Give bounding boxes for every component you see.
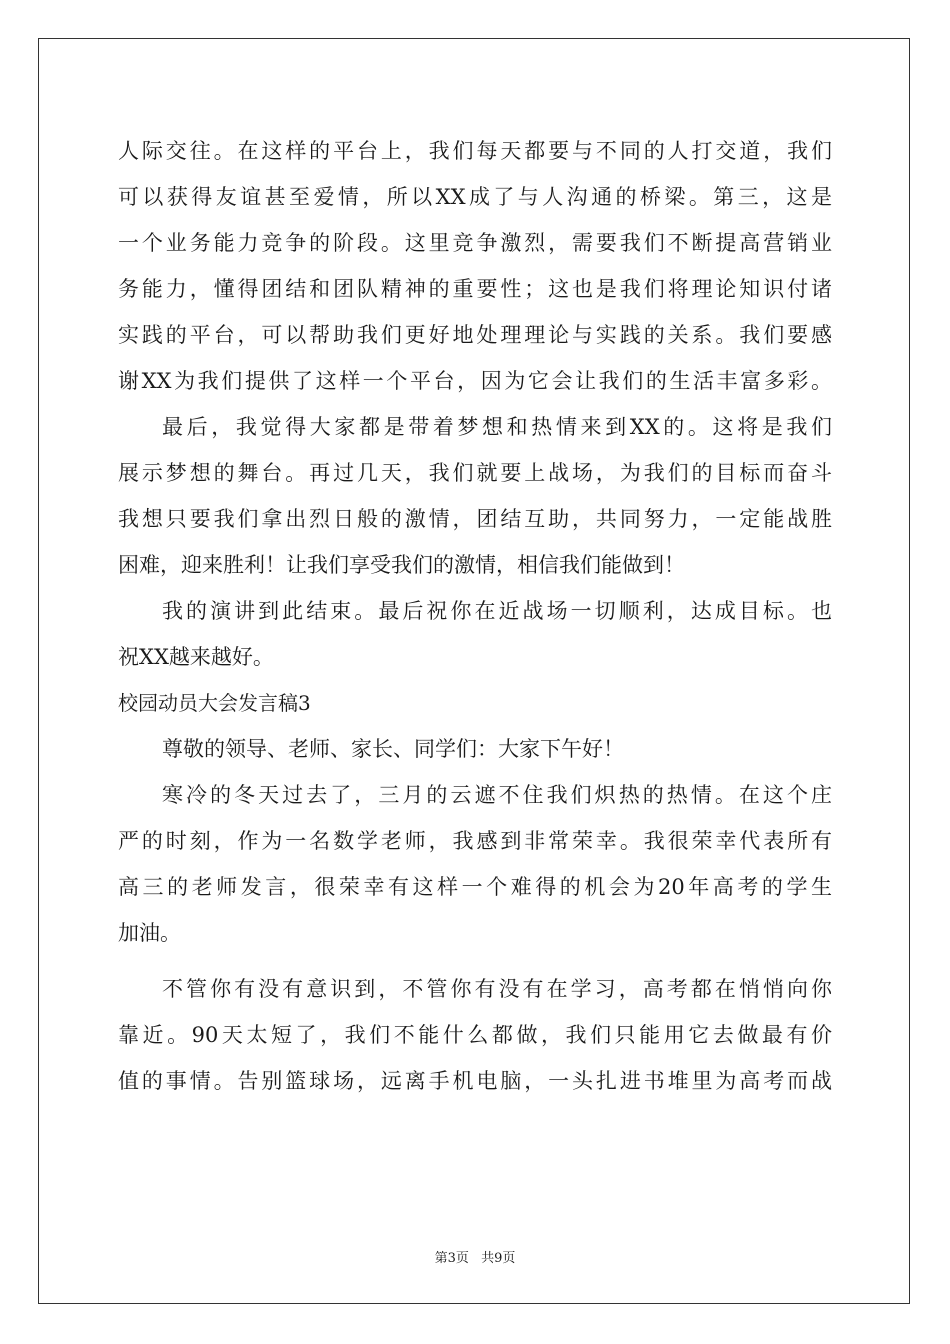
- salutation-line: 尊敬的领导、老师、家长、同学们：大家下午好！: [162, 737, 624, 761]
- paragraph-line: 高三的老师发言，很荣幸有这样一个难得的机会为20年高考的学生: [118, 875, 832, 899]
- paragraph-line: 不管你有没有意识到，不管你有没有在学习，高考都在悄悄向你: [162, 977, 832, 1001]
- paragraph-line: 寒冷的冬天过去了，三月的云遮不住我们炽热的热情。在这个庄: [162, 783, 832, 807]
- page-footer: [0, 1247, 950, 1266]
- section-heading: 校园动员大会发言稿3: [118, 691, 311, 715]
- paragraph-line: 人际交往。在这样的平台上，我们每天都要与不同的人打交道，我们: [118, 139, 832, 163]
- paragraph-line: 祝XX越来越好。: [118, 645, 274, 669]
- paragraph-line: 谢XX为我们提供了这样一个平台，因为它会让我们的生活丰富多彩。: [118, 369, 832, 393]
- page-total: 共9页: [481, 1251, 516, 1266]
- paragraph-line: 实践的平台，可以帮助我们更好地处理理论与实践的关系。我们要感: [118, 323, 832, 347]
- paragraph-line: 严的时刻，作为一名数学老师，我感到非常荣幸。我很荣幸代表所有: [118, 829, 832, 853]
- paragraph-line: 我的演讲到此结束。最后祝你在近战场一切顺利，达成目标。也: [162, 599, 832, 623]
- paragraph-line: 靠近。90天太短了，我们不能什么都做，我们只能用它去做最有价: [118, 1023, 832, 1047]
- paragraph-line: 务能力，懂得团结和团队精神的重要性；这也是我们将理论知识付诸: [118, 277, 832, 301]
- paragraph-gap: [118, 956, 832, 966]
- paragraph-line: 我想只要我们拿出烈日般的激情，团结互助，共同努力，一定能战胜: [118, 507, 832, 531]
- paragraph-line: 最后，我觉得大家都是带着梦想和热情来到XX的。这将是我们: [162, 415, 832, 439]
- paragraph-line: 加油。: [118, 921, 181, 945]
- paragraph-line: 展示梦想的舞台。再过几天，我们就要上战场，为我们的目标而奋斗: [118, 461, 832, 485]
- paragraph-line: 值的事情。告别篮球场，远离手机电脑，一头扎进书堆里为高考而战: [118, 1069, 832, 1093]
- paragraph-line: 困难，迎来胜利！让我们享受我们的激情，相信我们能做到！: [118, 553, 685, 577]
- paragraph-line: 一个业务能力竞争的阶段。这里竞争激烈，需要我们不断提高营销业: [118, 231, 832, 255]
- paragraph-line: 可以获得友谊甚至爱情，所以XX成了与人沟通的桥梁。第三，这是: [118, 185, 832, 209]
- document-body: [118, 128, 832, 1104]
- page-number: 第3页: [434, 1251, 469, 1266]
